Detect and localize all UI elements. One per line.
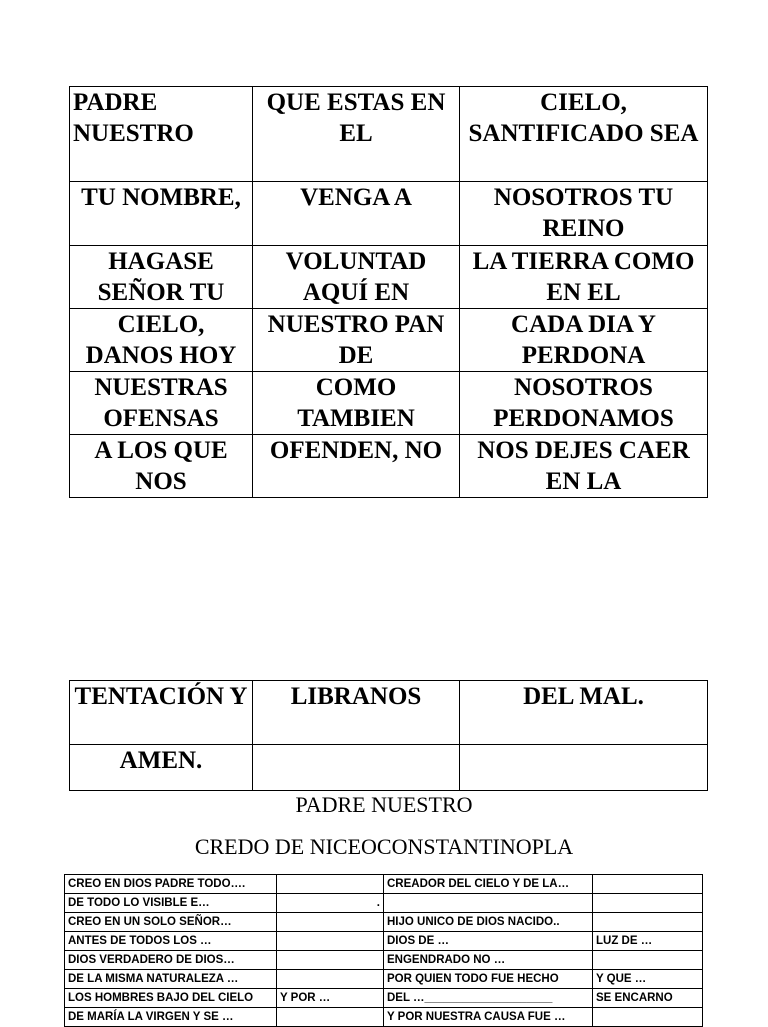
table-cell: . (277, 894, 384, 913)
table-row (70, 309, 708, 372)
table-cell: NOSOTROS PERDONAMOS (460, 372, 708, 435)
table-cell: VOLUNTAD AQUÍ EN (253, 246, 460, 309)
table-cell: DIOS DE … (384, 932, 593, 951)
table-cell (277, 913, 384, 932)
table-cell: DEL …____________________ (384, 989, 593, 1008)
table-cell (593, 951, 703, 970)
table-cell: AMEN. (70, 745, 253, 791)
table-row (65, 951, 703, 970)
table-row (65, 970, 703, 989)
table-cell: PADRE NUESTRO (70, 87, 253, 182)
table-cell (277, 951, 384, 970)
table-row (70, 435, 708, 498)
creed-table (64, 874, 703, 1027)
table-cell (593, 894, 703, 913)
table-row (65, 989, 703, 1008)
table-cell (593, 913, 703, 932)
table-row (70, 681, 708, 745)
table-cell: NOSOTROS TU REINO (460, 182, 708, 246)
table-cell: DIOS VERDADERO DE DIOS… (65, 951, 277, 970)
table-cell: TENTACIÓN Y (70, 681, 253, 745)
table-cell: ANTES DE TODOS LOS … (65, 932, 277, 951)
table-cell: HIJO UNICO DE DIOS NACIDO.. (384, 913, 593, 932)
credo-caption: CREDO DE NICEOCONSTANTINOPLA (194, 834, 574, 859)
table-row (65, 932, 703, 951)
table-cell: DE MARÍA LA VIRGEN Y SE … (65, 1008, 277, 1027)
table-cell: TU NOMBRE, (70, 182, 253, 246)
table-cell: LIBRANOS (253, 681, 460, 745)
table-cell: COMO TAMBIEN (253, 372, 460, 435)
table-cell (460, 745, 708, 791)
table-row (65, 875, 703, 894)
table-cell: CREADOR DEL CIELO Y DE LA… (384, 875, 593, 894)
table-cell: LUZ DE … (593, 932, 703, 951)
table-cell: ENGENDRADO NO … (384, 951, 593, 970)
table-cell: VENGA A (253, 182, 460, 246)
table-cell: Y QUE … (593, 970, 703, 989)
table-cell: CREO EN UN SOLO SEÑOR… (65, 913, 277, 932)
table-cell (593, 875, 703, 894)
table-row (70, 182, 708, 246)
prayer-ending-table (69, 680, 708, 791)
table-row (70, 87, 708, 182)
table-cell: LOS HOMBRES BAJO DEL CIELO (65, 989, 277, 1008)
table-cell: Y POR NUESTRA CAUSA FUE … (384, 1008, 593, 1027)
table-cell: QUE ESTAS EN EL (253, 87, 460, 182)
table-cell (277, 932, 384, 951)
table-row (65, 894, 703, 913)
table-cell: A LOS QUE NOS (70, 435, 253, 498)
table-cell: CREO EN DIOS PADRE TODO…. (65, 875, 277, 894)
table-cell: HAGASE SEÑOR TU (70, 246, 253, 309)
table-cell: OFENDEN, NO (253, 435, 460, 498)
table-row (70, 372, 708, 435)
table-row (70, 246, 708, 309)
table-cell: CADA DIA Y PERDONA (460, 309, 708, 372)
table-cell: CIELO, SANTIFICADO SEA (460, 87, 708, 182)
table-cell: SE ENCARNO (593, 989, 703, 1008)
table-row (70, 745, 708, 791)
table-cell: CIELO, DANOS HOY (70, 309, 253, 372)
table-cell: POR QUIEN TODO FUE HECHO (384, 970, 593, 989)
table-cell: DEL MAL. (460, 681, 708, 745)
table-row (65, 913, 703, 932)
table-cell: LA TIERRA COMO EN EL (460, 246, 708, 309)
table-cell (253, 745, 460, 791)
table-cell (277, 970, 384, 989)
table-cell: NOS DEJES CAER EN LA (460, 435, 708, 498)
padre-nuestro-caption: PADRE NUESTRO (295, 792, 473, 817)
table-cell: NUESTRO PAN DE (253, 309, 460, 372)
table-cell (277, 875, 384, 894)
table-cell: NUESTRAS OFENSAS (70, 372, 253, 435)
table-cell: Y POR … (277, 989, 384, 1008)
table-cell: DE TODO LO VISIBLE E… (65, 894, 277, 913)
table-cell: DE LA MISMA NATURALEZA … (65, 970, 277, 989)
table-cell (384, 894, 593, 913)
lords-prayer-table (69, 86, 708, 498)
